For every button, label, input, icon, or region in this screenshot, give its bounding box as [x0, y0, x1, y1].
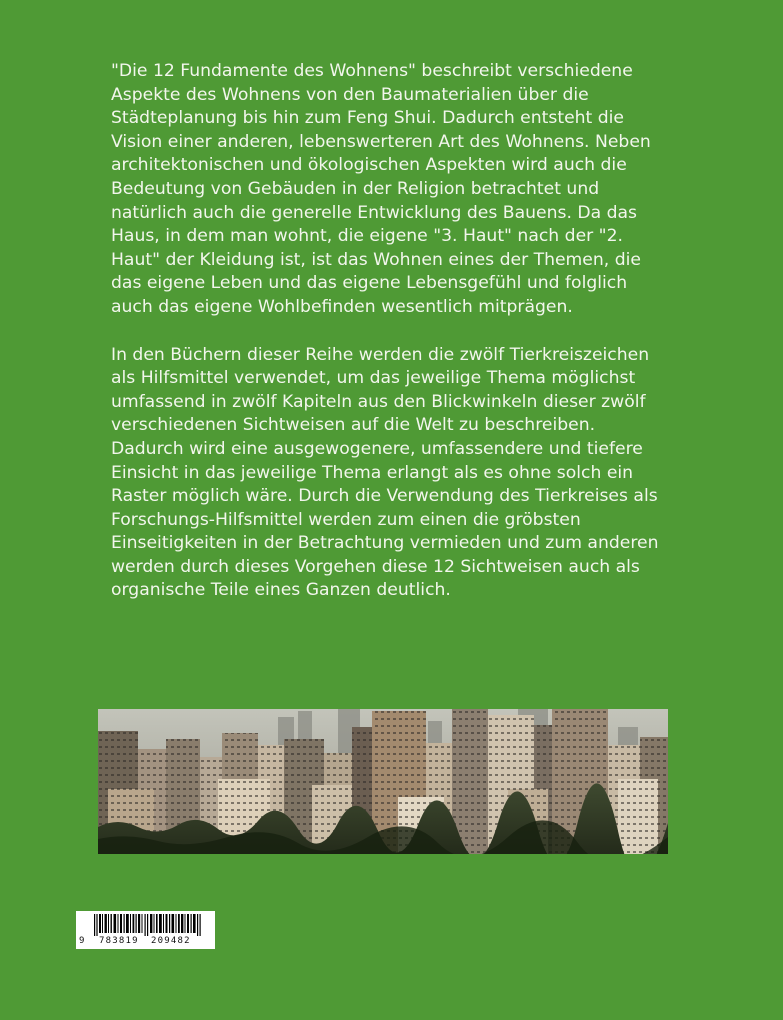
- isbn-digit-group-1: 783819: [99, 936, 139, 946]
- back-cover-blurb: [111, 60, 667, 627]
- isbn-digit-group-2: 209482: [151, 936, 191, 946]
- isbn-prefix-digit: 9: [79, 936, 85, 946]
- blurb-paragraph-2: In den Büchern dieser Reihe werden die zwölf Tierkreiszeichen als Hilfsmittel verwendet, um das jeweilige Thema möglichst umfassend in zwölf Kapiteln aus den Blickwinkeln dieser zwölf verschiedenen Sichtweisen auf die Welt zu beschreiben. Dadurch wird eine ausgewogenere, umfassendere und tiefere Einsicht in das jeweilige Thema erlangt als es ohne solch ein Raster möglich wäre. Durch die Verwendung des Tierkreises als Forschungs-Hilfsmittel werden zum einen die gröbsten Einseitigkeiten in der Betrachtung vermieden und zum anderen werden durch dieses Vorgehen diese 12 Sichtweisen auch als organische Teile eines Ganzen deutlich.: [111, 344, 659, 601]
- skyline-illustration: [98, 709, 668, 854]
- isbn-barcode: [76, 911, 215, 949]
- blurb-paragraph-1: "Die 12 Fundamente des Wohnens" beschreibt verschiedene Aspekte des Wohnens von den Baumaterialien über die Städteplanung bis hin zum Feng Shui. Dadurch entsteht die Vision einer anderen, lebenswerteren Art des Wohnens. Neben architektonischen und ökologischen Aspekten wird auch die Bedeutung von Gebäuden in der Religion betrachtet und natürlich auch die generelle Entwicklung des Bauens. Da das Haus, in dem man wohnt, die eigene "3. Haut" nach der "2. Haut" der Kleidung ist, ist das Wohnen eines der Themen, die das eigene Leben und das eigene Lebensgefühl und folglich auch das eigene Wohlbefinden wesentlich mitprägen.: [111, 61, 651, 317]
- barcode-bars: [94, 914, 204, 936]
- city-skyline-photo: [98, 709, 668, 854]
